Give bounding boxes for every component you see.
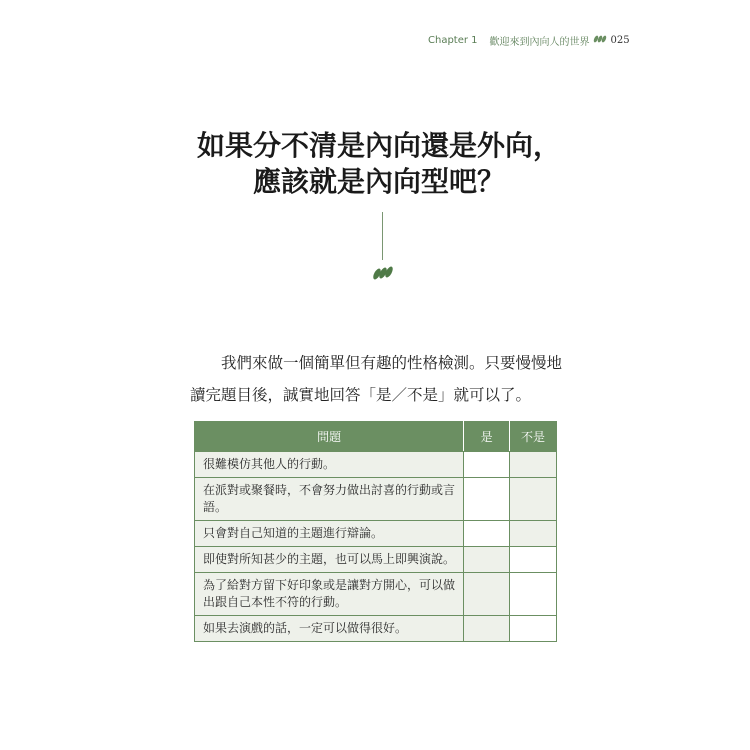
leaf-icon — [593, 35, 607, 46]
question-cell: 在派對或聚餐時，不會努力做出討喜的行動或言語。 — [195, 478, 464, 521]
page-title — [0, 128, 750, 200]
title-line-1: 如果分不清是內向還是外向， — [196, 129, 561, 162]
running-head — [428, 33, 630, 48]
answer-no-cell[interactable] — [510, 573, 557, 616]
header-question: 問題 — [195, 422, 464, 452]
table-header-row — [195, 422, 557, 452]
table-row — [195, 452, 557, 478]
answer-no-cell[interactable] — [510, 616, 557, 642]
title-line-2: 應該就是內向型吧？ — [252, 165, 505, 198]
question-cell: 只會對自己知道的主題進行辯論。 — [195, 521, 464, 547]
question-cell: 很難模仿其他人的行動。 — [195, 452, 464, 478]
answer-yes-cell[interactable] — [464, 573, 510, 616]
answer-no-cell[interactable] — [510, 478, 557, 521]
chapter-label: Chapter 1 — [428, 35, 478, 46]
table-row — [195, 547, 557, 573]
intro-paragraph: 我們來做一個簡單但有趣的性格檢測。只要慢慢地讀完題目後，誠實地回答「是／不是」就可以了。 — [190, 354, 563, 404]
answer-yes-cell[interactable] — [464, 521, 510, 547]
answer-yes-cell[interactable] — [464, 452, 510, 478]
question-cell: 為了給對方留下好印象或是讓對方開心，可以做出跟自己本性不符的行動。 — [195, 573, 464, 616]
answer-yes-cell[interactable] — [464, 616, 510, 642]
table-row — [195, 573, 557, 616]
question-cell: 如果去演戲的話，一定可以做得很好。 — [195, 616, 464, 642]
table-row — [195, 616, 557, 642]
header-yes: 是 — [464, 422, 510, 452]
table-row — [195, 521, 557, 547]
table-row — [195, 478, 557, 521]
answer-no-cell[interactable] — [510, 547, 557, 573]
answer-yes-cell[interactable] — [464, 547, 510, 573]
answer-yes-cell[interactable] — [464, 478, 510, 521]
page-number: 025 — [610, 35, 630, 46]
vertical-rule — [382, 212, 383, 260]
answer-no-cell[interactable] — [510, 521, 557, 547]
header-no: 不是 — [510, 422, 557, 452]
question-cell: 即使對所知甚少的主題，也可以馬上即興演說。 — [195, 547, 464, 573]
answer-no-cell[interactable] — [510, 452, 557, 478]
leaf-ornament-icon — [372, 264, 394, 286]
chapter-title: 歡迎來到內向人的世界 — [489, 37, 590, 48]
personality-quiz-table — [194, 421, 557, 642]
